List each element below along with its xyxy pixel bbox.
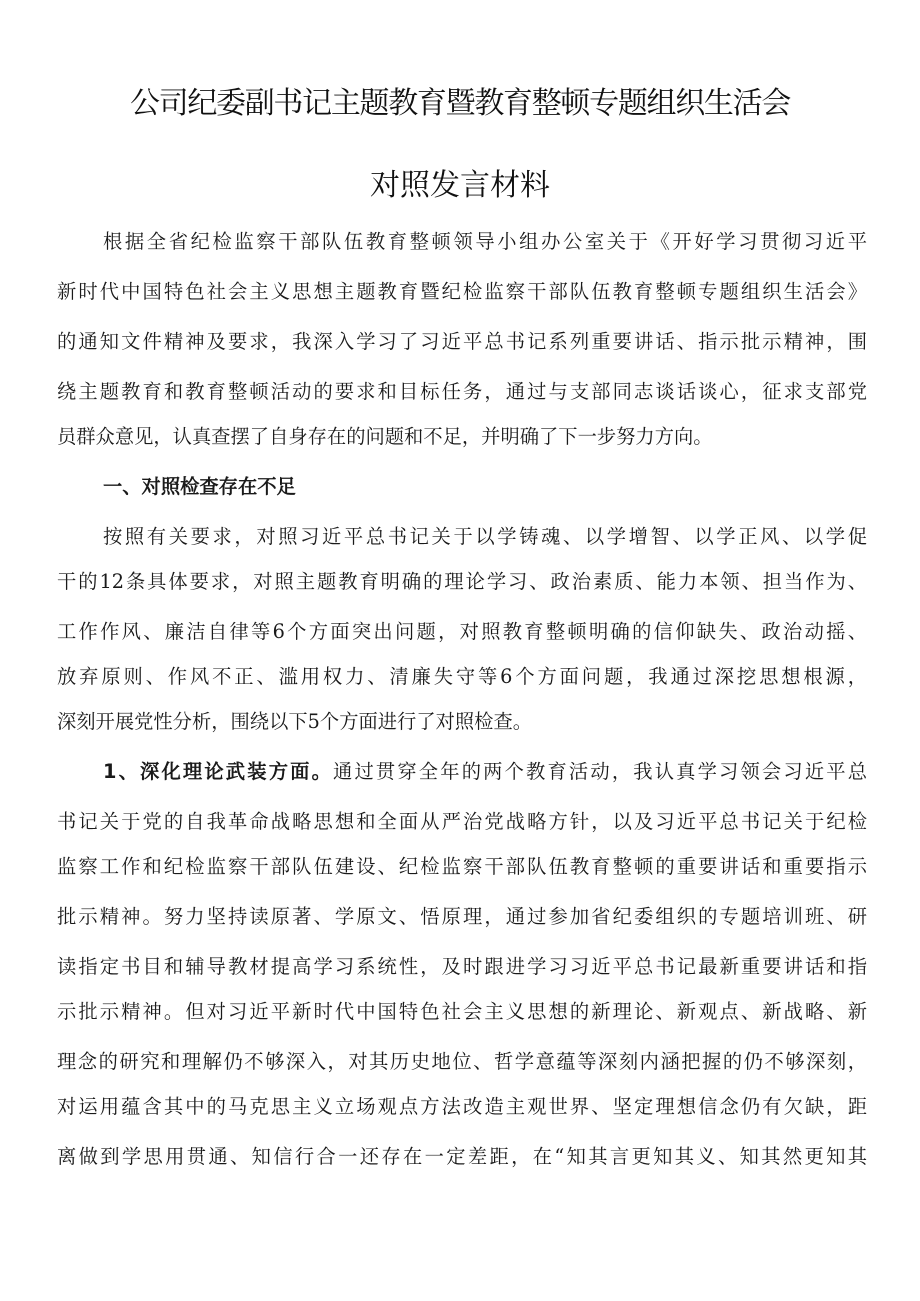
item-1-line: 监察工作和纪检监察干部队伍建设、纪检监察干部队伍教育整顿的重要讲话和重要指示	[57, 855, 867, 878]
section-1-line: 干的12条具体要求，对照主题教育明确的理论学习、政治素质、能力本领、担当作为、	[57, 570, 867, 593]
section-heading: 一、对照检查存在不足	[103, 475, 296, 498]
item-1-line: 批示精神。努力坚持读原著、学原文、悟原理，通过参加省纪委组织的专题培训班、研	[57, 905, 867, 928]
intro-line: 新时代中国特色社会主义思想主题教育暨纪检监察干部队伍教育整顿专题组织生活会》	[57, 280, 867, 303]
item-1-line: 书记关于党的自我革命战略思想和全面从严治党战略方针，以及习近平总书记关于纪检	[57, 810, 867, 833]
section-1-line: 按照有关要求，对照习近平总书记关于以学铸魂、以学增智、以学正风、以学促	[103, 525, 867, 548]
item-1-line: 读指定书目和辅导教材提高学习系统性，及时跟进学习习近平总书记最新重要讲话和指	[57, 955, 867, 978]
section-1-line: 深刻开展党性分析，围绕以下5个方面进行了对照检查。	[57, 710, 533, 733]
item-1-line: 理念的研究和理解仍不够深入，对其历史地位、哲学意蕴等深刻内涵把握的仍不够深刻，	[57, 1050, 867, 1073]
item-1-line: 对运用蕴含其中的马克思主义立场观点方法改造主观世界、坚定理想信念仍有欠缺，距	[57, 1095, 867, 1118]
intro-line: 员群众意见，认真查摆了自身存在的问题和不足，并明确了下一步努力方向。	[57, 425, 713, 448]
item-1-line: 离做到学思用贯通、知信行合一还存在一定差距，在“知其言更知其义、知其然更知其	[57, 1145, 867, 1168]
intro-line: 的通知文件精神及要求，我深入学习了习近平总书记系列重要讲话、指示批示精神，围	[57, 330, 867, 353]
intro-line: 根据全省纪检监察干部队伍教育整顿领导小组办公室关于《开好学习贯彻习近平	[103, 230, 867, 253]
intro-line: 绕主题教育和教育整顿活动的要求和目标任务，通过与支部同志谈话谈心，征求支部党	[57, 380, 867, 403]
document-title-line-2: 对照发言材料	[370, 168, 550, 203]
section-1-line: 放弃原则、作风不正、滥用权力、清廉失守等6个方面问题，我通过深挖思想根源，	[57, 665, 867, 688]
document-title-line-1: 公司纪委副书记主题教育暨教育整顿专题组织生活会	[129, 86, 791, 121]
item-1-first-line	[103, 747, 867, 797]
item-1-line: 示批示精神。但对习近平新时代中国特色社会主义思想的新理论、新观点、新战略、新	[57, 1000, 867, 1023]
item-1-lead: 1、深化理论武装方面。	[103, 760, 334, 783]
item-1-first-rest: 通过贯穿全年的两个教育活动，我认真学习领会习近平总	[333, 760, 867, 783]
section-1-line: 工作作风、廉洁自律等6个方面突出问题，对照教育整顿明确的信仰缺失、政治动摇、	[57, 620, 867, 643]
